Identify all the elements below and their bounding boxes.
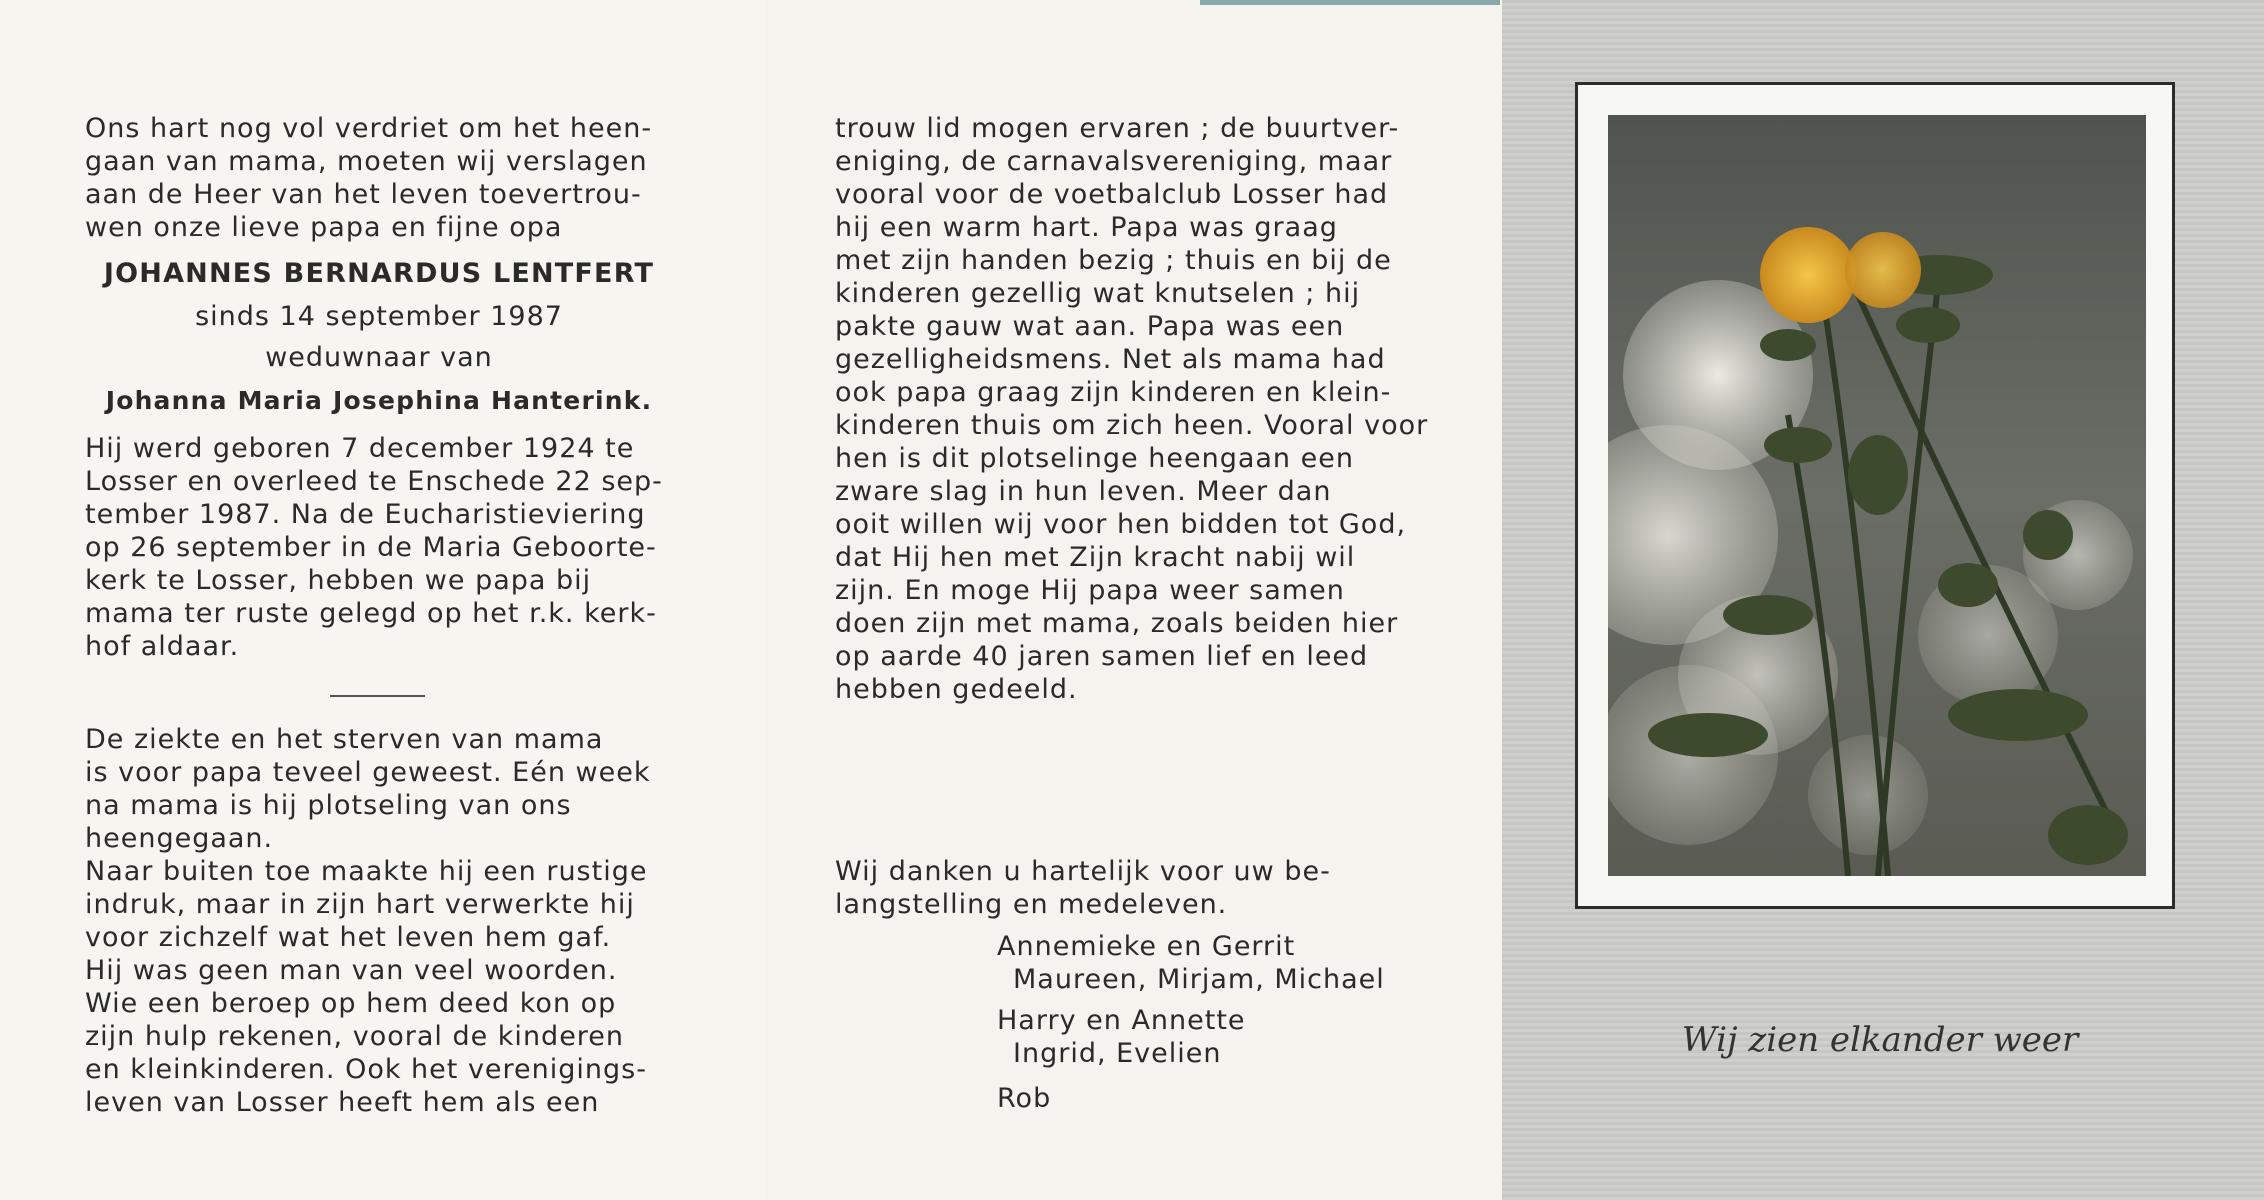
story-line: kinderen gezellig wat knutselen ; hij <box>835 278 1361 309</box>
intro-line: Ons hart nog vol verdriet om het heen- <box>85 113 653 144</box>
story-line: pakte gauw wat aan. Papa was een <box>835 311 1345 342</box>
story-line: zijn hulp rekenen, vooral de kinderen <box>85 1021 625 1052</box>
intro-line: gaan van mama, moeten wij verslagen <box>85 146 648 177</box>
birth-line: mama ter ruste gelegd op het r.k. kerk- <box>85 598 657 629</box>
deceased-name: JOHANNES BERNARDUS LENTFERT <box>103 258 655 289</box>
story-line: zware slag in hun leven. Meer dan <box>835 476 1332 507</box>
story-line: heengegaan. <box>85 823 274 854</box>
birth-line: kerk te Losser, hebben we papa bij <box>85 565 592 596</box>
story-line: na mama is hij plotseling van ons <box>85 790 572 821</box>
widower-label: weduwnaar van <box>265 342 493 373</box>
birth-line: Hij werd geboren 7 december 1924 te <box>85 433 635 464</box>
flower-photo-icon <box>1608 115 2146 876</box>
thanks-paragraph <box>835 855 1435 921</box>
middle-panel <box>765 0 1502 1200</box>
edge-mark <box>1200 0 1500 5</box>
birth-line: hof aldaar. <box>85 631 240 662</box>
family-line: Ingrid, Evelien <box>1013 1038 1222 1069</box>
thanks-line: Wij danken u hartelijk voor uw be- <box>835 856 1331 887</box>
thanks-line: langstelling en medeleven. <box>835 889 1228 920</box>
story-line: is voor papa teveel geweest. Eén week <box>85 757 651 788</box>
deceased-block <box>85 257 673 417</box>
birth-paragraph <box>85 432 673 663</box>
story-line: Naar buiten toe maakte hij een rustige <box>85 856 648 887</box>
story-line: kinderen thuis om zich heen. Vooral voor <box>835 410 1429 441</box>
birth-line: Losser en overleed te Enschede 22 sep- <box>85 466 663 497</box>
birth-line: op 26 september in de Maria Geboorte- <box>85 532 657 563</box>
story-line: Hij was geen man van veel woorden. <box>85 955 618 986</box>
story-line: De ziekte en het sterven van mama <box>85 724 604 755</box>
left-panel <box>0 0 765 1200</box>
story-line: zijn. En moge Hij papa weer samen <box>835 575 1345 606</box>
story-line: dat Hij hen met Zijn kracht nabij wil <box>835 542 1356 573</box>
family-line: Harry en Annette <box>997 1005 1246 1036</box>
family-line: Maureen, Mirjam, Michael <box>1013 964 1385 995</box>
story-line: met zijn handen bezig ; thuis en bij de <box>835 245 1392 276</box>
story-line: indruk, maar in zijn hart verwerkte hij <box>85 889 635 920</box>
story-line: gezelligheidsmens. Net als mama had <box>835 344 1386 375</box>
family-line: Annemieke en Gerrit <box>997 931 1296 962</box>
story-line: doen zijn met mama, zoals beiden hier <box>835 608 1399 639</box>
story-line: Wie een beroep op hem deed kon op <box>85 988 617 1019</box>
family-line: Rob <box>997 1083 1052 1114</box>
divider-line <box>330 695 425 697</box>
story-line: leven van Losser heeft hem als een <box>85 1087 600 1118</box>
story-line: hen is dit plotselinge heengaan een <box>835 443 1354 474</box>
spouse-name: Johanna Maria Josephina Hanterink. <box>105 386 653 415</box>
story-line: ooit willen wij voor hen bidden tot God, <box>835 509 1407 540</box>
story-line: eniging, de carnavalsvereniging, maar <box>835 146 1393 177</box>
story-line: trouw lid mogen ervaren ; de buurtver- <box>835 113 1400 144</box>
story-line: voor zichzelf wat het leven hem gaf. <box>85 922 612 953</box>
story-paragraph <box>85 723 673 1119</box>
intro-line: wen onze lieve papa en fijne opa <box>85 212 563 243</box>
intro-paragraph <box>85 112 673 244</box>
story-line: ook papa graag zijn kinderen en klein- <box>835 377 1392 408</box>
story-line: vooral voor de voetbalclub Losser had <box>835 179 1389 210</box>
family-signatures <box>997 930 1437 1115</box>
birth-line: tember 1987. Na de Eucharistieviering <box>85 499 646 530</box>
story-line: en kleinkinderen. Ook het verenigings- <box>85 1054 647 1085</box>
story-line: op aarde 40 jaren samen lief en leed <box>835 641 1369 672</box>
since-date: sinds 14 september 1987 <box>195 301 563 332</box>
photo-frame <box>1575 82 2175 909</box>
motto-text: Wij zien elkander weer <box>1681 1020 2079 1060</box>
story-line: hebben gedeeld. <box>835 674 1078 705</box>
story-line: hij een warm hart. Papa was graag <box>835 212 1338 243</box>
story-continued <box>835 112 1435 706</box>
intro-line: aan de Heer van het leven toevertrou- <box>85 179 642 210</box>
